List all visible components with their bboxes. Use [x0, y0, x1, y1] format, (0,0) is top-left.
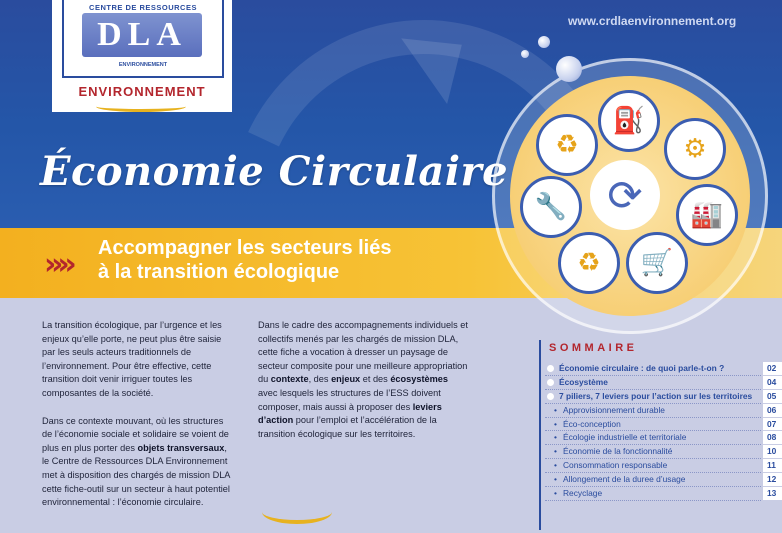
toc-item[interactable] — [545, 362, 761, 376]
toc-item[interactable] — [545, 376, 761, 390]
logo-plate — [82, 13, 202, 57]
intro-paragraph-2: Dans ce contexte mouvant, où les structures de l’économie sociale et solidaire se voient de plus en plus porter des objets transversaux, le Centre de Ressources DLA Environnement met à disposition des chargés de mission DLA cette fiche-outil sur un secteur à haut potentiel environnemental : l’économie circulaire. — [42, 415, 230, 508]
toc-page-number: 06 — [763, 404, 782, 418]
toc-item-label: Écologie industrielle et territoriale — [563, 432, 687, 443]
resources-icon: ⛽ — [598, 90, 660, 152]
subtitle — [98, 236, 438, 284]
toc-item[interactable] — [545, 473, 761, 487]
intro-column-1 — [42, 319, 232, 524]
toc-page-number: 13 — [763, 487, 782, 501]
intro-column-2 — [258, 319, 468, 455]
toc-item-label: Économie circulaire : de quoi parle-t-on ? — [559, 363, 725, 373]
dla-logo[interactable] — [52, 0, 232, 112]
toc-page-number: 05 — [763, 390, 782, 404]
intro-paragraph-1: La transition écologique, par l’urgence et les enjeux qu’elle porte, ne peut plus être saisie par les seuls acteurs traditionnels de l’environnement. Pour être effective, cette transition doit venir irriguer toutes les composantes de la société. — [42, 320, 222, 398]
page-title: Économie Circulaire — [40, 148, 509, 195]
toc-page-number: 02 — [763, 362, 782, 376]
toc-item-label: Consommation responsable — [563, 460, 668, 471]
toc-list — [545, 362, 761, 501]
subtitle-line-1: Accompagner les secteurs liés — [98, 237, 392, 259]
toc-item[interactable] — [545, 418, 761, 432]
toc-page-number: 07 — [763, 418, 782, 432]
toc-item-label: Économie de la fonctionnalité — [563, 446, 673, 457]
head-gear-icon: ⚙ — [664, 118, 726, 180]
toc-page-number: 04 — [763, 376, 782, 390]
recycle-icon: ♻ — [536, 114, 598, 176]
bullet-icon — [547, 379, 554, 386]
toc-item-label: Recyclage — [563, 488, 603, 499]
toc-item-label: Écosystème — [559, 376, 608, 387]
toc-page-number: 12 — [763, 473, 782, 487]
tools-icon: 🔧 — [520, 176, 582, 238]
toc-item[interactable] — [545, 431, 761, 445]
logo-dla-text: DLA — [97, 16, 187, 53]
bubble-decoration — [538, 36, 550, 48]
toc-item[interactable] — [545, 459, 761, 473]
toc-page-number: 08 — [763, 431, 782, 445]
recycle-bin-icon: ♻ — [558, 232, 620, 294]
bubble-decoration — [556, 56, 582, 82]
toc-item-label: Éco-conception — [563, 418, 621, 429]
chevron-icon: »» — [44, 247, 71, 282]
toc-rule — [539, 340, 541, 530]
toc-page-number: 11 — [763, 459, 782, 473]
toc-page-number: 10 — [763, 445, 782, 459]
toc-item-label: Approvisionnement durable — [563, 404, 665, 415]
logo-sub-text: ENVIRONNEMENT — [118, 62, 168, 68]
toc-item[interactable] — [545, 404, 761, 418]
intro-paragraph-3: Dans le cadre des accompagnements individuels et collectifs menés par les chargés de mission DLA, cette fiche a vocation à dresser un paysage de secteur composite pour une meilleure appropriation du contexte, des enjeux et des écosystèmes avec lesquels les structures de l’ESS doivent composer, mais aussi à proposer des leviers d’action pour l’emploi et l’accélération de la transition écologique sur les territoires. — [258, 320, 468, 439]
toc-item-label: 7 piliers, 7 leviers pour l’action sur les territoires — [559, 390, 753, 401]
logo-top-text: CENTRE DE RESSOURCES — [89, 3, 197, 12]
logo-frame — [62, 0, 224, 78]
bullet-icon — [547, 365, 554, 372]
cycle-arrows-icon: ⟳ — [590, 160, 660, 230]
logo-swoosh — [96, 101, 186, 112]
decorative-swoosh — [262, 500, 332, 524]
bubble-decoration — [521, 50, 529, 58]
toc-item[interactable] — [545, 390, 761, 404]
website-link[interactable]: www.crdlaenvironnement.org — [568, 14, 737, 28]
toc-item[interactable] — [545, 445, 761, 459]
toc-page-numbers — [763, 362, 782, 501]
cart-icon: 🛒 — [626, 232, 688, 294]
toc-item[interactable] — [545, 487, 761, 501]
table-of-contents — [539, 338, 782, 533]
subtitle-line-2: à la transition écologique — [98, 261, 340, 283]
factory-icon: 🏭 — [676, 184, 738, 246]
toc-title: SOMMAIRE — [549, 342, 638, 354]
bullet-icon — [547, 393, 554, 400]
toc-item-label: Allongement de la duree d’usage — [563, 474, 686, 485]
logo-environnement: ENVIRONNEMENT — [78, 84, 206, 99]
